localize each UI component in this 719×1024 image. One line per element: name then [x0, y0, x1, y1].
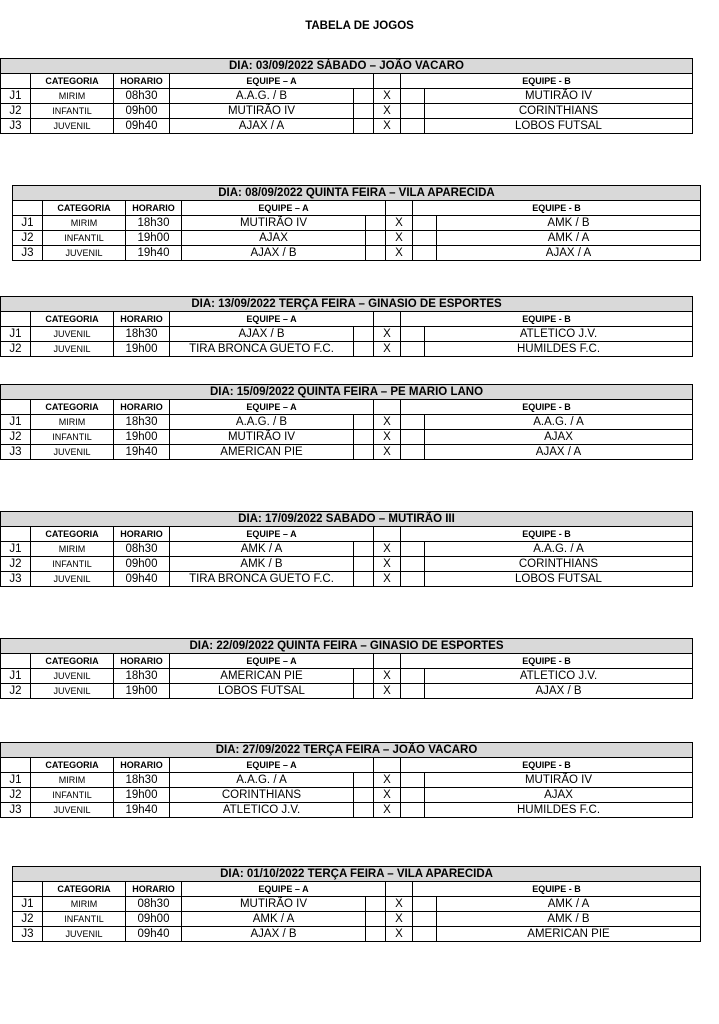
game-row: [13, 927, 701, 942]
score-a-cell: [366, 912, 386, 927]
game-id: J1: [1, 542, 31, 557]
schedule-table: [12, 866, 701, 942]
header-equipe-a: EQUIPE – A: [170, 758, 374, 773]
header-equipe-b: EQUIPE - B: [401, 527, 693, 542]
game-categoria: MIRIM: [31, 415, 114, 430]
game-categoria: MIRIM: [31, 773, 114, 788]
game-categoria: JUVENIL: [31, 445, 114, 460]
game-equipe-a: AJAX / B: [170, 327, 354, 342]
versus-mark: X: [374, 327, 401, 342]
header-equipe-a: EQUIPE – A: [170, 654, 374, 669]
game-categoria: JUVENIL: [43, 246, 126, 261]
game-equipe-a: AMERICAN PIE: [170, 669, 354, 684]
score-a-cell: [354, 445, 374, 460]
day-header-row: [1, 743, 693, 758]
score-b-cell: [401, 89, 425, 104]
game-horario: 09h00: [114, 557, 170, 572]
schedule-table: [0, 296, 693, 357]
score-a-cell: [354, 803, 374, 818]
versus-mark: X: [386, 912, 413, 927]
score-b-cell: [413, 231, 437, 246]
game-equipe-b: AJAX: [425, 430, 693, 445]
game-equipe-a: AMK / A: [170, 542, 354, 557]
score-b-cell: [401, 803, 425, 818]
game-id: J2: [1, 104, 31, 119]
header-equipe-a: EQUIPE – A: [182, 201, 386, 216]
game-categoria: INFANTIL: [43, 912, 126, 927]
game-id: J1: [1, 89, 31, 104]
game-horario: 08h30: [126, 897, 182, 912]
column-header-row: [1, 400, 693, 415]
game-row: [1, 104, 693, 119]
game-equipe-b: LOBOS FUTSAL: [425, 572, 693, 587]
schedule-table: [0, 58, 693, 134]
game-row: [1, 542, 693, 557]
header-horario: HORARIO: [114, 400, 170, 415]
game-equipe-b: AJAX / B: [425, 684, 693, 699]
game-categoria: INFANTIL: [31, 557, 114, 572]
game-id: J1: [1, 327, 31, 342]
game-equipe-a: LOBOS FUTSAL: [170, 684, 354, 699]
score-b-cell: [413, 246, 437, 261]
game-equipe-a: AJAX / B: [182, 927, 366, 942]
day-title: DIA: 22/09/2022 QUINTA FEIRA – GINASIO DE ESPORTES: [1, 639, 693, 654]
versus-mark: X: [374, 89, 401, 104]
header-categoria: CATEGORIA: [43, 201, 126, 216]
versus-mark: X: [374, 669, 401, 684]
game-id: J2: [1, 684, 31, 699]
header-game-id: [1, 527, 31, 542]
versus-mark: X: [386, 927, 413, 942]
game-equipe-a: A.A.G. / A: [170, 773, 354, 788]
game-row: [13, 912, 701, 927]
game-equipe-b: ATLETICO J.V.: [425, 669, 693, 684]
score-a-cell: [354, 104, 374, 119]
score-b-cell: [413, 216, 437, 231]
column-header-row: [1, 654, 693, 669]
score-b-cell: [401, 572, 425, 587]
game-horario: 09h00: [114, 104, 170, 119]
header-equipe-a: EQUIPE – A: [182, 882, 386, 897]
game-id: J1: [1, 669, 31, 684]
game-row: [1, 684, 693, 699]
game-equipe-b: CORINTHIANS: [425, 557, 693, 572]
score-a-cell: [366, 246, 386, 261]
game-equipe-b: AJAX / A: [437, 246, 701, 261]
header-horario: HORARIO: [114, 758, 170, 773]
game-horario: 19h00: [126, 231, 182, 246]
versus-mark: X: [386, 897, 413, 912]
game-id: J1: [1, 415, 31, 430]
header-categoria: CATEGORIA: [31, 400, 114, 415]
header-equipe-a: EQUIPE – A: [170, 74, 374, 89]
header-categoria: CATEGORIA: [31, 74, 114, 89]
score-a-cell: [354, 542, 374, 557]
game-equipe-b: AMK / A: [437, 231, 701, 246]
game-equipe-a: MUTIRÃO IV: [170, 104, 354, 119]
game-row: [1, 415, 693, 430]
game-row: [1, 669, 693, 684]
header-equipe-a: EQUIPE – A: [170, 312, 374, 327]
day-title: DIA: 17/09/2022 SABADO – MUTIRÃO III: [1, 512, 693, 527]
versus-mark: X: [374, 803, 401, 818]
game-categoria: JUVENIL: [31, 119, 114, 134]
score-a-cell: [354, 669, 374, 684]
score-a-cell: [366, 231, 386, 246]
game-categoria: JUVENIL: [31, 669, 114, 684]
page-title: TABELA DE JOGOS: [305, 20, 414, 32]
game-categoria: MIRIM: [31, 542, 114, 557]
header-game-id: [1, 758, 31, 773]
game-row: [1, 430, 693, 445]
header-horario: HORARIO: [126, 201, 182, 216]
game-equipe-a: AMK / B: [170, 557, 354, 572]
score-a-cell: [354, 684, 374, 699]
versus-mark: X: [374, 557, 401, 572]
schedule-table: [0, 638, 693, 699]
score-a-cell: [354, 119, 374, 134]
day-title: DIA: 03/09/2022 SÁBADO – JOÃO VACARO: [1, 59, 693, 74]
schedule-table: [0, 511, 693, 587]
game-equipe-b: AMK / A: [437, 897, 701, 912]
game-equipe-a: A.A.G. / B: [170, 415, 354, 430]
header-categoria: CATEGORIA: [31, 527, 114, 542]
game-equipe-b: AJAX: [425, 788, 693, 803]
game-id: J2: [13, 231, 43, 246]
game-row: [1, 119, 693, 134]
day-title: DIA: 08/09/2022 QUINTA FEIRA – VILA APARECIDA: [13, 186, 701, 201]
game-row: [1, 342, 693, 357]
header-equipe-b: EQUIPE - B: [401, 654, 693, 669]
header-spacer: [374, 400, 401, 415]
game-equipe-a: MUTIRÃO IV: [182, 216, 366, 231]
game-equipe-a: TIRA BRONCA GUETO F.C.: [170, 572, 354, 587]
game-id: J3: [1, 572, 31, 587]
header-categoria: CATEGORIA: [31, 758, 114, 773]
header-game-id: [13, 201, 43, 216]
game-categoria: JUVENIL: [43, 927, 126, 942]
game-horario: 09h40: [114, 572, 170, 587]
score-b-cell: [401, 415, 425, 430]
game-equipe-a: A.A.G. / B: [170, 89, 354, 104]
schedule-table: [0, 742, 693, 818]
day-title: DIA: 15/09/2022 QUINTA FEIRA – PE MARIO LANO: [1, 385, 693, 400]
game-id: J2: [13, 912, 43, 927]
header-equipe-b: EQUIPE - B: [413, 882, 701, 897]
day-header-row: [1, 385, 693, 400]
header-game-id: [1, 74, 31, 89]
score-b-cell: [401, 445, 425, 460]
game-equipe-b: ATLETICO J.V.: [425, 327, 693, 342]
column-header-row: [13, 201, 701, 216]
game-categoria: MIRIM: [31, 89, 114, 104]
game-row: [1, 89, 693, 104]
score-b-cell: [401, 542, 425, 557]
game-equipe-b: AJAX / A: [425, 445, 693, 460]
game-row: [1, 572, 693, 587]
header-equipe-b: EQUIPE - B: [401, 312, 693, 327]
game-equipe-a: AJAX / A: [170, 119, 354, 134]
header-game-id: [1, 312, 31, 327]
game-categoria: INFANTIL: [31, 430, 114, 445]
game-horario: 19h00: [114, 684, 170, 699]
game-row: [13, 246, 701, 261]
game-horario: 19h00: [114, 430, 170, 445]
versus-mark: X: [374, 542, 401, 557]
game-equipe-b: AMERICAN PIE: [437, 927, 701, 942]
score-a-cell: [354, 572, 374, 587]
score-b-cell: [401, 104, 425, 119]
game-row: [1, 445, 693, 460]
score-b-cell: [401, 773, 425, 788]
header-equipe-b: EQUIPE - B: [401, 74, 693, 89]
game-equipe-a: AMERICAN PIE: [170, 445, 354, 460]
day-header-row: [1, 512, 693, 527]
score-a-cell: [354, 773, 374, 788]
game-id: J2: [1, 342, 31, 357]
game-id: J2: [1, 557, 31, 572]
game-id: J1: [13, 216, 43, 231]
score-b-cell: [413, 927, 437, 942]
versus-mark: X: [386, 231, 413, 246]
game-row: [13, 216, 701, 231]
versus-mark: X: [374, 104, 401, 119]
day-header-row: [1, 297, 693, 312]
game-equipe-a: CORINTHIANS: [170, 788, 354, 803]
versus-mark: X: [374, 445, 401, 460]
score-a-cell: [354, 327, 374, 342]
game-horario: 18h30: [114, 415, 170, 430]
game-equipe-a: MUTIRÃO IV: [170, 430, 354, 445]
score-b-cell: [413, 897, 437, 912]
game-equipe-b: HUMILDES F.C.: [425, 342, 693, 357]
column-header-row: [13, 882, 701, 897]
header-equipe-b: EQUIPE - B: [401, 758, 693, 773]
game-equipe-a: ATLETICO J.V.: [170, 803, 354, 818]
header-spacer: [374, 312, 401, 327]
score-a-cell: [366, 216, 386, 231]
game-horario: 19h00: [114, 788, 170, 803]
game-row: [1, 557, 693, 572]
versus-mark: X: [386, 246, 413, 261]
header-categoria: CATEGORIA: [43, 882, 126, 897]
game-categoria: MIRIM: [43, 216, 126, 231]
game-id: J3: [1, 445, 31, 460]
header-categoria: CATEGORIA: [31, 312, 114, 327]
versus-mark: X: [374, 684, 401, 699]
game-row: [1, 773, 693, 788]
game-equipe-b: MUTIRÃO IV: [425, 89, 693, 104]
header-equipe-a: EQUIPE – A: [170, 400, 374, 415]
score-b-cell: [401, 684, 425, 699]
header-game-id: [1, 654, 31, 669]
game-horario: 09h40: [126, 927, 182, 942]
game-id: J2: [1, 788, 31, 803]
game-id: J3: [1, 119, 31, 134]
header-spacer: [386, 201, 413, 216]
header-horario: HORARIO: [114, 74, 170, 89]
game-categoria: JUVENIL: [31, 803, 114, 818]
schedule-table: [12, 185, 701, 261]
game-horario: 19h40: [126, 246, 182, 261]
versus-mark: X: [374, 773, 401, 788]
game-horario: 18h30: [114, 327, 170, 342]
schedule-table: [0, 384, 693, 460]
game-id: J3: [1, 803, 31, 818]
score-b-cell: [401, 557, 425, 572]
score-a-cell: [354, 415, 374, 430]
header-horario: HORARIO: [114, 312, 170, 327]
game-equipe-a: AJAX: [182, 231, 366, 246]
column-header-row: [1, 758, 693, 773]
game-equipe-b: A.A.G. / A: [425, 542, 693, 557]
game-id: J3: [13, 927, 43, 942]
versus-mark: X: [374, 119, 401, 134]
versus-mark: X: [374, 342, 401, 357]
score-b-cell: [413, 912, 437, 927]
game-equipe-a: AMK / A: [182, 912, 366, 927]
game-row: [13, 231, 701, 246]
game-equipe-b: CORINTHIANS: [425, 104, 693, 119]
game-id: J1: [1, 773, 31, 788]
game-categoria: JUVENIL: [31, 684, 114, 699]
score-a-cell: [354, 788, 374, 803]
header-game-id: [13, 882, 43, 897]
day-header-row: [1, 59, 693, 74]
score-a-cell: [354, 89, 374, 104]
header-spacer: [386, 882, 413, 897]
header-horario: HORARIO: [114, 527, 170, 542]
day-header-row: [13, 867, 701, 882]
game-id: J3: [13, 246, 43, 261]
game-categoria: INFANTIL: [43, 231, 126, 246]
game-horario: 08h30: [114, 542, 170, 557]
game-equipe-a: MUTIRÃO IV: [182, 897, 366, 912]
game-horario: 09h00: [126, 912, 182, 927]
day-header-row: [1, 639, 693, 654]
versus-mark: X: [386, 216, 413, 231]
header-equipe-a: EQUIPE – A: [170, 527, 374, 542]
versus-mark: X: [374, 572, 401, 587]
game-horario: 09h40: [114, 119, 170, 134]
score-b-cell: [401, 669, 425, 684]
header-categoria: CATEGORIA: [31, 654, 114, 669]
header-equipe-b: EQUIPE - B: [413, 201, 701, 216]
day-title: DIA: 01/10/2022 TERÇA FEIRA – VILA APARECIDA: [13, 867, 701, 882]
game-row: [13, 897, 701, 912]
game-categoria: JUVENIL: [31, 572, 114, 587]
score-b-cell: [401, 788, 425, 803]
day-header-row: [13, 186, 701, 201]
game-horario: 19h40: [114, 445, 170, 460]
score-b-cell: [401, 342, 425, 357]
game-equipe-a: AJAX / B: [182, 246, 366, 261]
column-header-row: [1, 312, 693, 327]
score-b-cell: [401, 327, 425, 342]
game-categoria: JUVENIL: [31, 327, 114, 342]
game-horario: 08h30: [114, 89, 170, 104]
game-equipe-b: A.A.G. / A: [425, 415, 693, 430]
score-a-cell: [366, 927, 386, 942]
score-a-cell: [354, 430, 374, 445]
game-horario: 18h30: [114, 669, 170, 684]
header-spacer: [374, 758, 401, 773]
versus-mark: X: [374, 430, 401, 445]
game-equipe-b: LOBOS FUTSAL: [425, 119, 693, 134]
day-title: DIA: 27/09/2022 TERÇA FEIRA – JOÃO VACARO: [1, 743, 693, 758]
game-equipe-b: HUMILDES F.C.: [425, 803, 693, 818]
game-equipe-b: AMK / B: [437, 216, 701, 231]
game-equipe-b: MUTIRÃO IV: [425, 773, 693, 788]
score-b-cell: [401, 119, 425, 134]
game-horario: 19h00: [114, 342, 170, 357]
header-spacer: [374, 527, 401, 542]
header-horario: HORARIO: [126, 882, 182, 897]
day-title: DIA: 13/09/2022 TERÇA FEIRA – GINASIO DE ESPORTES: [1, 297, 693, 312]
game-equipe-a: TIRA BRONCA GUETO F.C.: [170, 342, 354, 357]
game-id: J1: [13, 897, 43, 912]
game-row: [1, 327, 693, 342]
game-row: [1, 803, 693, 818]
game-categoria: JUVENIL: [31, 342, 114, 357]
versus-mark: X: [374, 788, 401, 803]
game-row: [1, 788, 693, 803]
header-equipe-b: EQUIPE - B: [401, 400, 693, 415]
game-horario: 19h40: [114, 803, 170, 818]
game-equipe-b: AMK / B: [437, 912, 701, 927]
score-a-cell: [354, 557, 374, 572]
score-a-cell: [366, 897, 386, 912]
versus-mark: X: [374, 415, 401, 430]
game-id: J2: [1, 430, 31, 445]
column-header-row: [1, 74, 693, 89]
header-game-id: [1, 400, 31, 415]
header-spacer: [374, 74, 401, 89]
game-categoria: MIRIM: [43, 897, 126, 912]
game-horario: 18h30: [114, 773, 170, 788]
column-header-row: [1, 527, 693, 542]
score-b-cell: [401, 430, 425, 445]
header-horario: HORARIO: [114, 654, 170, 669]
game-categoria: INFANTIL: [31, 788, 114, 803]
header-spacer: [374, 654, 401, 669]
score-a-cell: [354, 342, 374, 357]
game-categoria: INFANTIL: [31, 104, 114, 119]
game-horario: 18h30: [126, 216, 182, 231]
